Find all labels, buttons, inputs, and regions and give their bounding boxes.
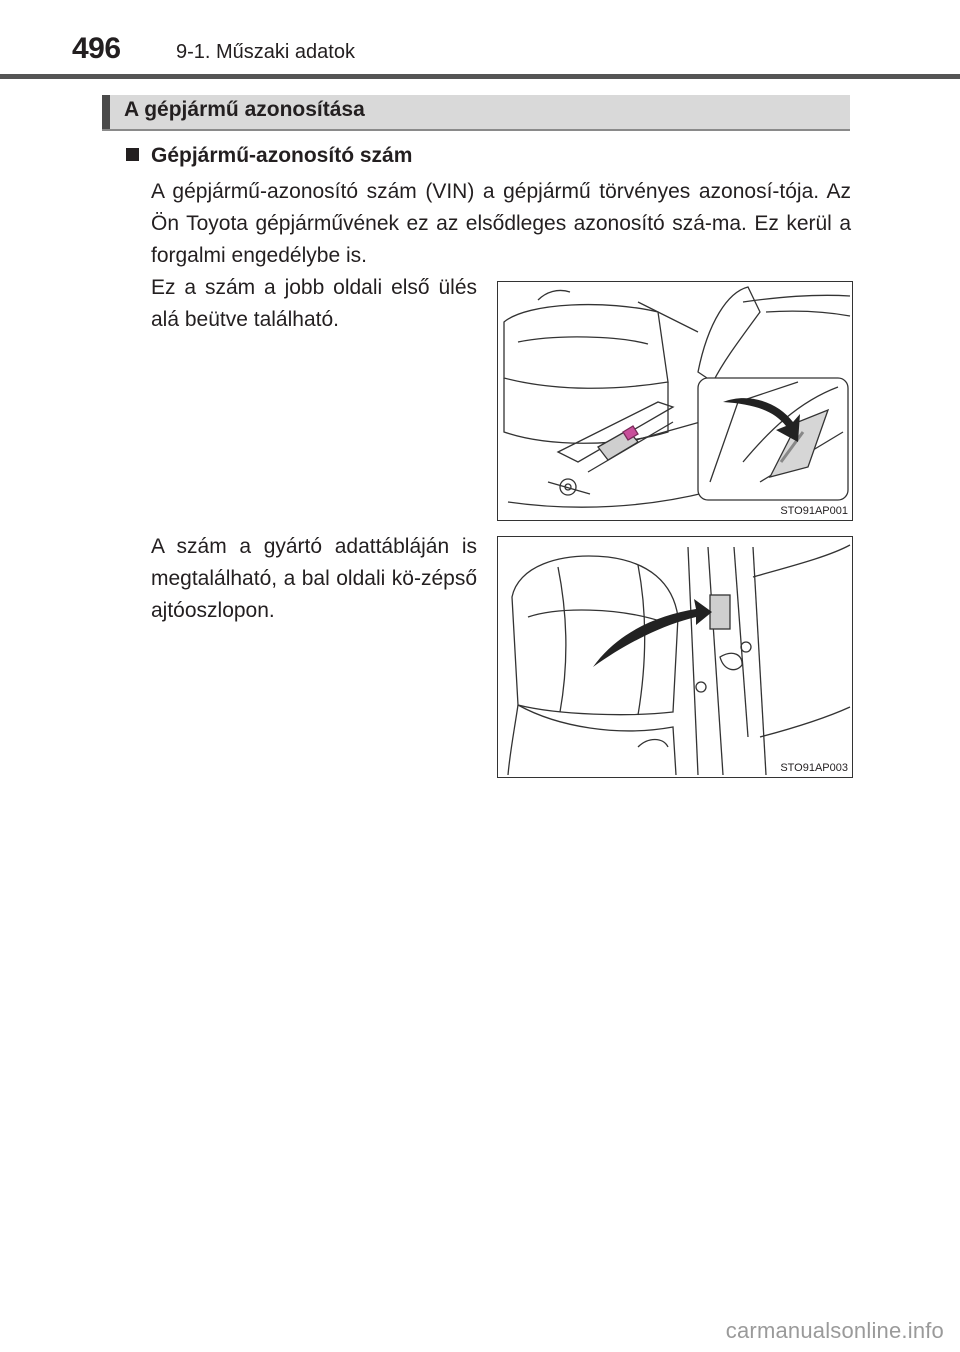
figure-1-seat-vin-illustration bbox=[497, 281, 853, 521]
figure-2-caption: A szám a gyártó adattábláján is megtalálható, a bal oldali kö-zépső ajtóoszlopon. bbox=[151, 535, 477, 622]
figure-1-code: STO91AP001 bbox=[780, 505, 848, 517]
square-bullet-icon bbox=[126, 148, 139, 161]
intro-paragraph: A gépjármű-azonosító szám (VIN) a gépjármű törvényes azonosí-tója. Az Ön Toyota gépjárművének ez az elsődleges azonosító szá-ma. Ez kerül a forgalmi engedélybe is. bbox=[151, 180, 851, 267]
subsection-heading-text: Gépjármű-azonosító szám bbox=[151, 144, 413, 167]
header-divider bbox=[0, 74, 960, 79]
watermark: carmanualsonline.info bbox=[725, 1318, 944, 1343]
subsection-heading bbox=[126, 144, 412, 168]
figure-2-code: STO91AP003 bbox=[780, 762, 848, 774]
figure-2-pillar-label-illustration bbox=[497, 536, 853, 778]
chapter-title: 9-1. Műszaki adatok bbox=[176, 41, 355, 63]
seat-floor-drawing bbox=[498, 282, 852, 520]
page-number: 496 bbox=[72, 32, 121, 65]
figure-1-caption: Ez a szám a jobb oldali első ülés alá beütve található. bbox=[151, 276, 477, 331]
door-pillar-drawing bbox=[498, 537, 852, 777]
section-header bbox=[102, 95, 850, 131]
section-accent bbox=[102, 95, 110, 129]
section-title: A gépjármű azonosítása bbox=[124, 98, 365, 121]
